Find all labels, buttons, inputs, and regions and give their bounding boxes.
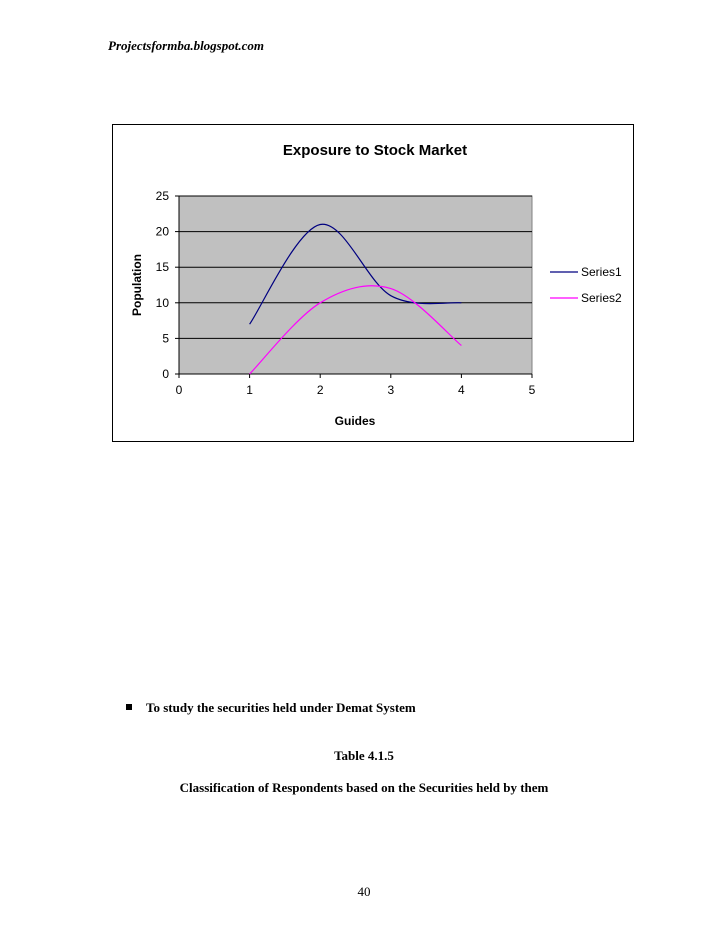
x-tick-labels (176, 383, 536, 397)
y-tick-label-25: 25 (155, 189, 169, 203)
legend-label-1: Series1 (581, 265, 622, 279)
square-bullet-icon (126, 704, 132, 710)
chart-container (112, 124, 634, 442)
page-number: 40 (357, 884, 371, 899)
x-tick-label-0: 0 (175, 383, 183, 397)
y-axis-label: Population (130, 254, 144, 316)
bullet-text: To study the securities held under Demat System (146, 700, 416, 715)
x-tick-label-1: 1 (246, 383, 253, 397)
chart-title: Exposure to Stock Market (282, 142, 468, 159)
table-title: Table 4.1.5 (334, 748, 394, 763)
y-tick-label-10: 10 (155, 295, 169, 310)
table-caption: Classification of Respondents based on the Securities held by them (179, 780, 549, 795)
x-tick-label-2: 2 (316, 383, 324, 397)
y-tick-label-20: 20 (155, 224, 169, 239)
x-tick-label-4: 4 (458, 383, 465, 397)
y-tick-label-0: 0 (162, 367, 169, 381)
x-tick-label-5: 5 (528, 383, 536, 397)
bullet-item (126, 700, 416, 716)
y-tick-label-5: 5 (162, 331, 169, 346)
plot-area (179, 196, 532, 374)
x-tick-label-3: 3 (387, 383, 395, 397)
legend (550, 265, 622, 305)
y-tick-labels (156, 189, 170, 381)
legend-label-2: Series2 (581, 291, 622, 305)
y-tick-label-15: 15 (155, 260, 169, 275)
x-axis-label: Guides (334, 414, 376, 428)
line-chart (113, 125, 635, 443)
site-header: Projectsformba.blogspot.com (108, 38, 264, 53)
